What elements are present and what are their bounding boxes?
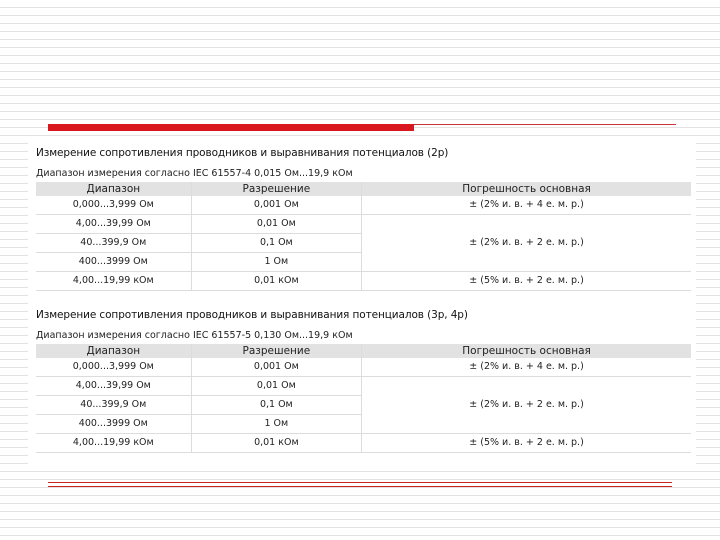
- footer-rule: [48, 482, 672, 483]
- top-rule: [414, 124, 676, 125]
- table-row: [36, 272, 691, 291]
- cell-resolution: 1 Ом: [191, 253, 361, 272]
- cell-range: 40...399,9 Ом: [36, 234, 191, 253]
- cell-resolution: 0,001 Ом: [191, 196, 361, 215]
- cell-accuracy: ± (5% и. в. + 2 е. м. р.): [362, 434, 691, 453]
- section-2p: [36, 146, 692, 291]
- cell-range: 4,00...19,99 кОм: [36, 434, 191, 453]
- title-accent-bar: [48, 124, 414, 131]
- cell-accuracy: ± (2% и. в. + 4 е. м. р.): [362, 196, 691, 215]
- measurement-range: Диапазон измерения согласно IEC 61557-5 0,130 Ом...19,9 кОм: [36, 330, 353, 341]
- cell-resolution: 0,001 Ом: [191, 358, 361, 377]
- cell-range: 4,00...39,99 Ом: [36, 377, 191, 396]
- table-header-row: [36, 182, 691, 196]
- spec-image: [28, 142, 696, 465]
- table-header-row: [36, 344, 691, 358]
- cell-accuracy: ± (5% и. в. + 2 е. м. р.): [362, 272, 691, 291]
- spec-table: [36, 182, 691, 291]
- section-title: Измерение сопротивления проводников и выравнивания потенциалов (2p): [36, 147, 449, 159]
- cell-resolution: 0,01 Ом: [191, 377, 361, 396]
- cell-resolution: 0,01 кОм: [191, 434, 361, 453]
- cell-accuracy: ± (2% и. в. + 4 е. м. р.): [362, 358, 691, 377]
- cell-resolution: 0,1 Ом: [191, 234, 361, 253]
- cell-range: 40...399,9 Ом: [36, 396, 191, 415]
- cell-resolution: 0,1 Ом: [191, 396, 361, 415]
- cell-range: 400...3999 Ом: [36, 253, 191, 272]
- cell-range: 400...3999 Ом: [36, 415, 191, 434]
- cell-resolution: 0,01 Ом: [191, 215, 361, 234]
- cell-accuracy: ± (2% и. в. + 2 е. м. р.): [362, 377, 691, 434]
- section-title: Измерение сопротивления проводников и выравнивания потенциалов (3p, 4p): [36, 309, 468, 321]
- cell-resolution: 1 Ом: [191, 415, 361, 434]
- cell-accuracy: ± (2% и. в. + 2 е. м. р.): [362, 215, 691, 272]
- spec-table: [36, 344, 691, 453]
- table-row: [36, 358, 691, 377]
- cell-range: 4,00...19,99 кОм: [36, 272, 191, 291]
- column-header-accuracy: Погрешность основная: [362, 182, 691, 196]
- column-header-range: Диапазон: [36, 344, 191, 358]
- column-header-resolution: Разрешение: [191, 344, 361, 358]
- cell-range: 0,000...3,999 Ом: [36, 358, 191, 377]
- footer-rule: [48, 486, 672, 487]
- cell-range: 4,00...39,99 Ом: [36, 215, 191, 234]
- cell-range: 0,000...3,999 Ом: [36, 196, 191, 215]
- column-header-resolution: Разрешение: [191, 182, 361, 196]
- section-3p-4p: [36, 308, 692, 453]
- measurement-range: Диапазон измерения согласно IEC 61557-4 0,015 Ом...19,9 кОм: [36, 168, 353, 179]
- table-row: [36, 434, 691, 453]
- column-header-accuracy: Погрешность основная: [362, 344, 691, 358]
- table-row: [36, 196, 691, 215]
- table-row: [36, 215, 691, 234]
- column-header-range: Диапазон: [36, 182, 191, 196]
- table-row: [36, 377, 691, 396]
- cell-resolution: 0,01 кОм: [191, 272, 361, 291]
